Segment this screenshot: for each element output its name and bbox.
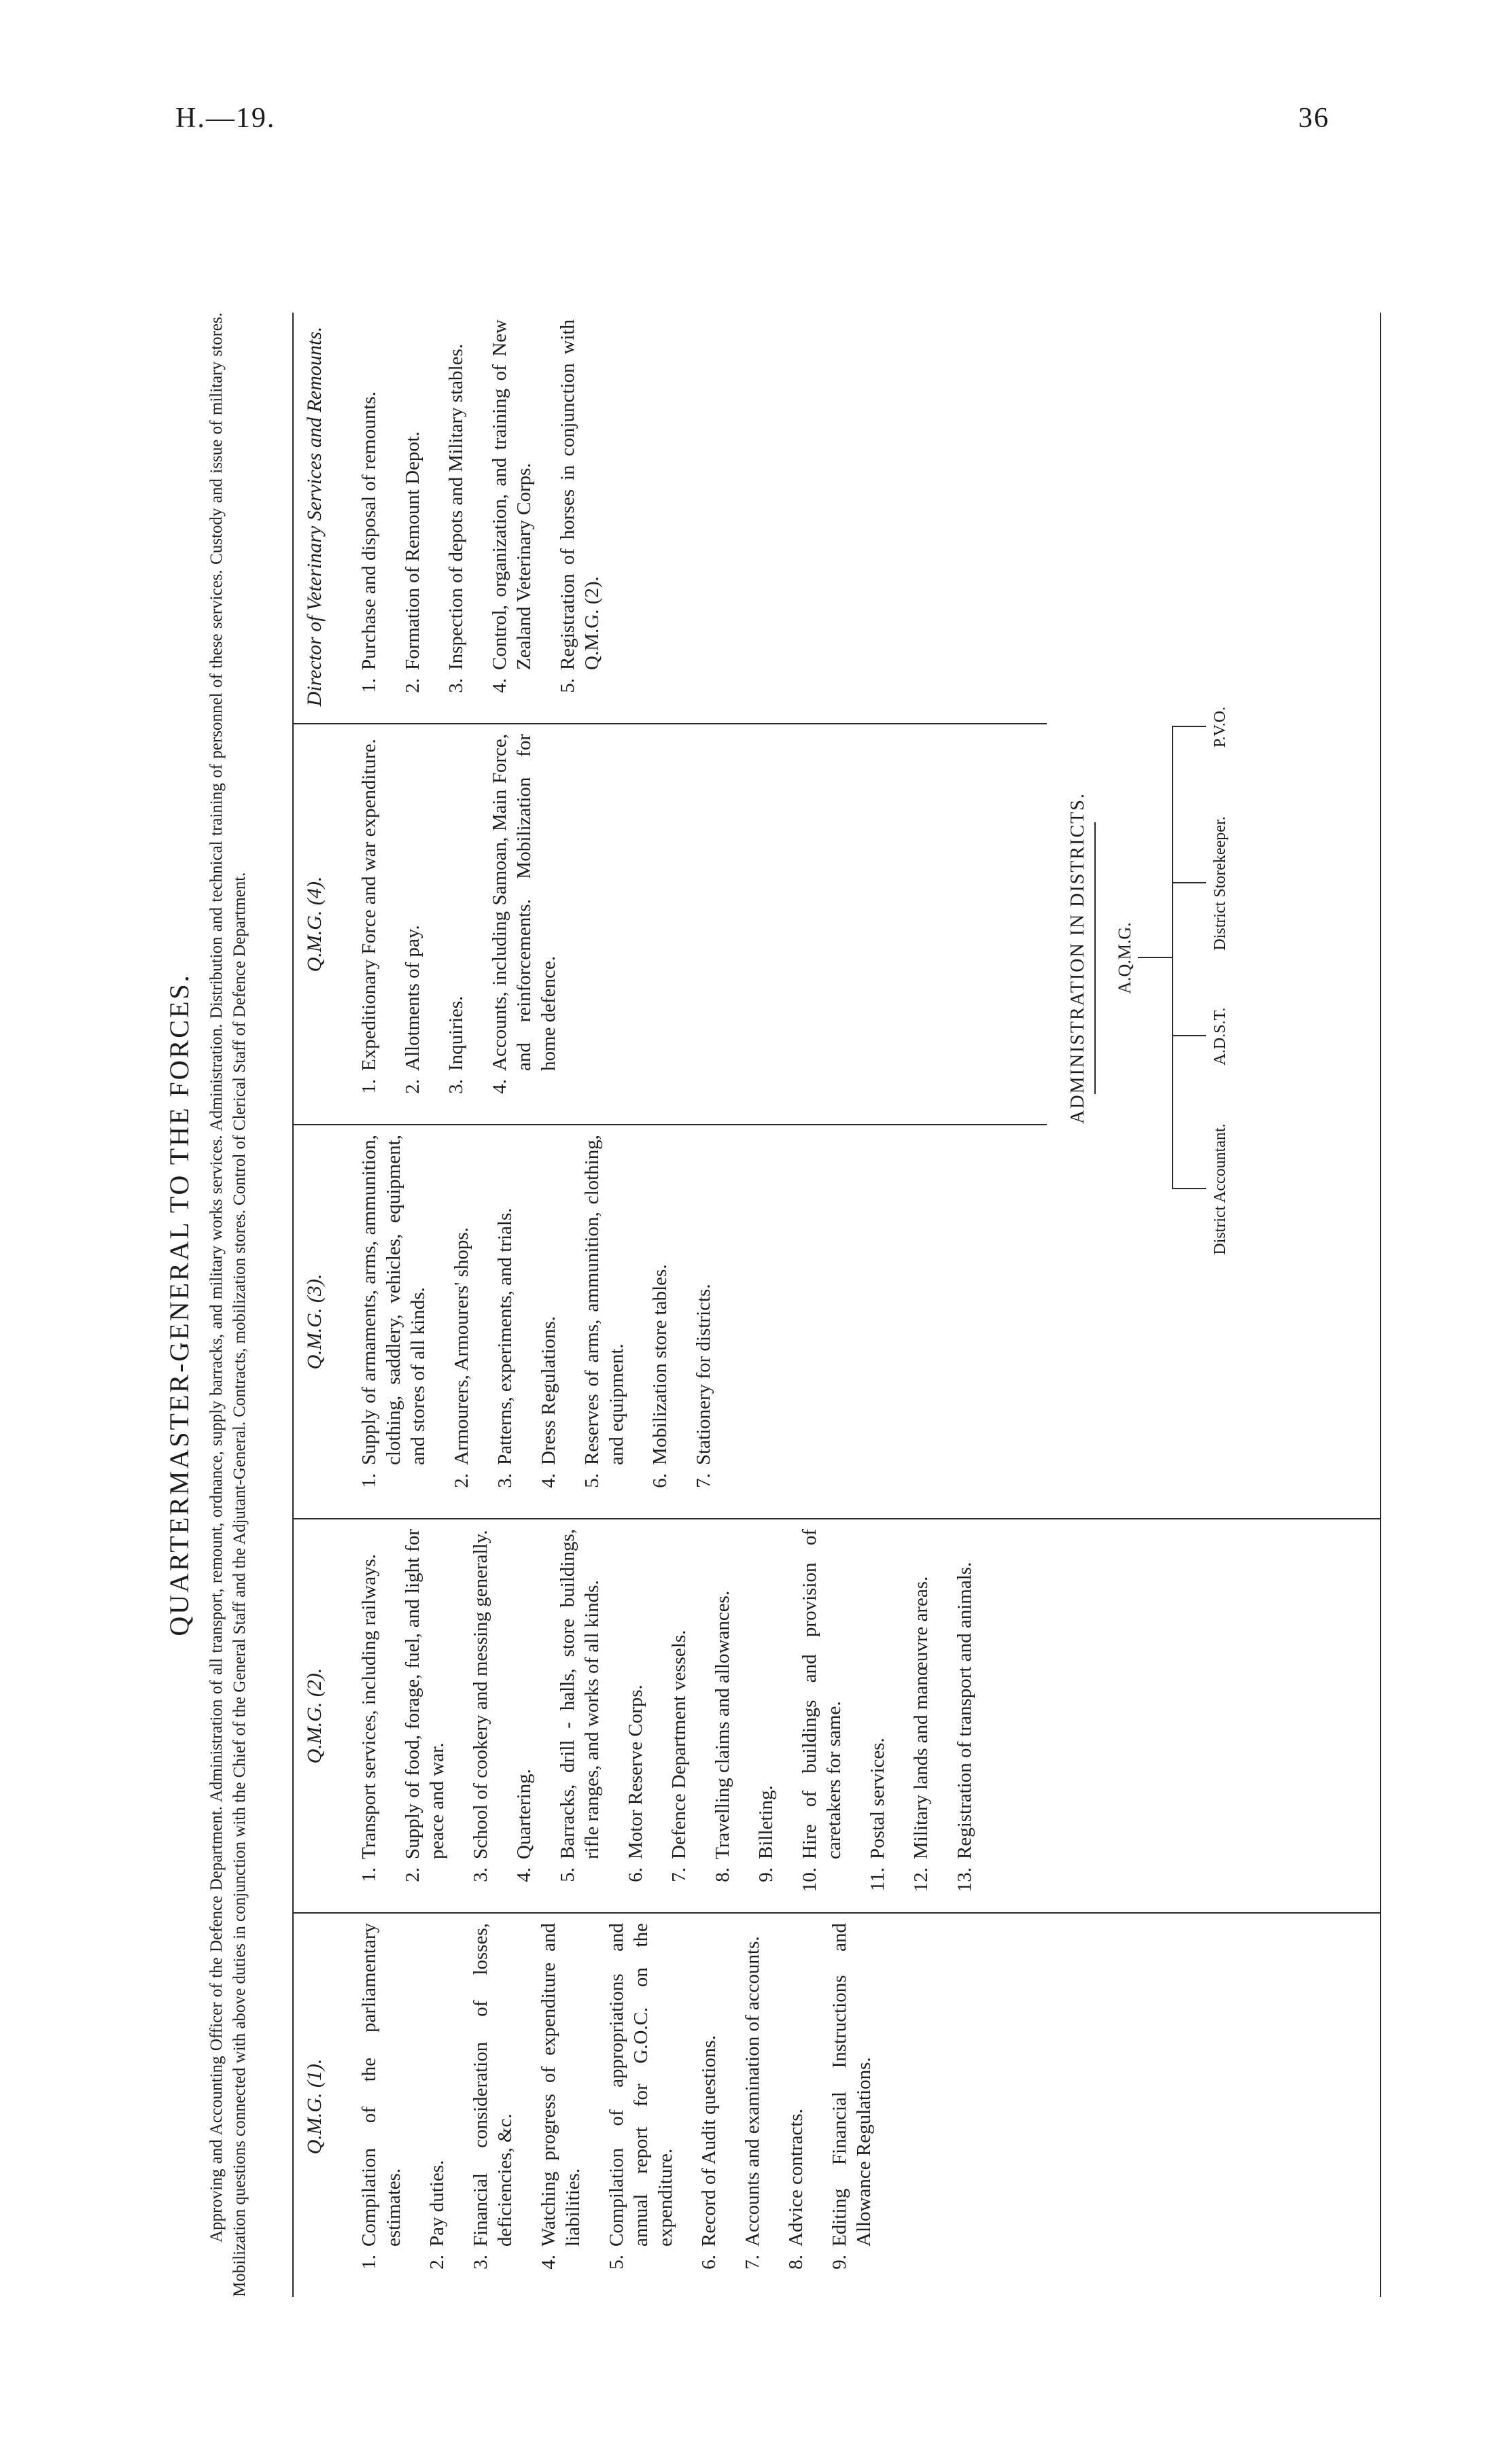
item-number: 5. (557, 1867, 578, 1882)
item-number: 6. (698, 2255, 720, 2270)
list-item (555, 319, 604, 714)
item-text: Watching progress of expenditure and liabilities. (538, 1923, 584, 2247)
item-number: 2. (451, 1473, 472, 1488)
item-number: 4. (538, 2255, 559, 2270)
item-number: 1. (358, 678, 380, 693)
item-text: Barracks, drill - halls, store buildings, rifle ranges, and works of all kinds. (557, 1529, 603, 1859)
list-item (604, 1923, 678, 2290)
item-number: 7. (742, 2255, 763, 2270)
item-number: 8. (785, 2255, 807, 2270)
list-item (754, 1529, 778, 1903)
list-item (865, 1529, 890, 1903)
list-item (357, 734, 381, 1114)
list-item (400, 1529, 449, 1903)
list-item (691, 1135, 716, 1509)
list-item (449, 1135, 474, 1509)
item-number: 4. (513, 1867, 535, 1882)
item-text: Registration of transport and animals. (954, 1562, 975, 1859)
item-number: 5. (557, 678, 578, 693)
item-text: Advice contracts. (785, 2109, 807, 2247)
item-number: 3. (470, 1867, 491, 1882)
table-bottom-rule (1380, 313, 1381, 2297)
sub-district-storekeeper: District Storekeeper. (1211, 816, 1229, 951)
tree-drop (1172, 882, 1206, 883)
item-text: Compilation of appropriations and annual report for G.O.C. on the expenditure. (606, 1923, 676, 2247)
list-item (400, 734, 425, 1114)
list-item (357, 1923, 406, 2290)
item-number: 4. (489, 678, 510, 693)
item-number: 5. (581, 1473, 603, 1488)
list-item (536, 1923, 585, 2290)
table-top-rule (292, 313, 294, 2297)
list-item (784, 1923, 808, 2290)
list-item (400, 319, 425, 714)
item-number: 1. (358, 1473, 380, 1488)
list-item (909, 1529, 933, 1903)
list-item (827, 1923, 876, 2290)
item-text: Inquiries. (445, 996, 467, 1071)
list-item (468, 1923, 517, 2290)
list-item (536, 1135, 561, 1509)
item-number: 5. (606, 2255, 627, 2270)
item-number: 9. (755, 1867, 777, 1882)
item-number: 3. (494, 1473, 516, 1488)
tree-drop (1172, 726, 1206, 727)
item-text: Dress Regulations. (538, 1316, 559, 1465)
item-text: Compilation of the parliamentary estimates. (358, 1923, 404, 2247)
admin-title: ADMINISTRATION IN DISTRICTS. (1067, 792, 1088, 1124)
item-number: 1. (358, 1079, 380, 1094)
list-item (710, 1529, 735, 1903)
item-text: Inspection of depots and Military stables. (445, 343, 467, 670)
list-item (487, 734, 561, 1114)
sub-pvo: P.V.O. (1211, 706, 1229, 748)
list-item (357, 1529, 381, 1903)
tree-stem (1138, 957, 1172, 958)
item-text: School of cookery and messing generally. (470, 1530, 491, 1859)
list-item (740, 1923, 765, 2290)
item-text: Purchase and disposal of remounts. (358, 391, 380, 670)
item-text: Pay duties. (426, 2160, 448, 2247)
item-text: Record of Audit questions. (698, 2035, 720, 2247)
qmg2-column (302, 1529, 996, 1903)
item-number: 7. (668, 1867, 690, 1882)
column-heading: Q.M.G. (1). (303, 2058, 326, 2155)
list-item (512, 1529, 536, 1903)
column-divider (292, 723, 1047, 724)
column-divider (292, 1912, 1380, 1914)
list-item (797, 1529, 846, 1903)
item-text: Travelling claims and allowances. (712, 1590, 733, 1859)
item-number: 3. (445, 1079, 467, 1094)
item-number: 2. (402, 1079, 423, 1094)
item-number: 4. (489, 1079, 510, 1094)
column-divider (292, 1124, 1047, 1125)
item-number: 6. (649, 1473, 671, 1488)
item-number: 12. (910, 1867, 932, 1893)
item-text: Editing Financial Instructions and Allowance Regulations. (829, 1923, 875, 2247)
veterinary-column (302, 319, 623, 714)
item-number: 13. (954, 1867, 975, 1893)
column-heading: Q.M.G. (3). (303, 1273, 326, 1370)
item-text: Expeditionary Force and war expenditure. (358, 739, 380, 1071)
admin-title-underline (1094, 822, 1096, 1094)
item-number: 9. (829, 2255, 850, 2270)
report-code: H.—19. (175, 103, 276, 134)
item-text: Supply of armaments, arms, ammunition, clothing, saddlery, vehicles, equipment, and stores of all kinds. (358, 1135, 429, 1465)
item-number: 8. (712, 1867, 733, 1882)
column-heading: Director of Veterinary Services and Remounts. (303, 326, 326, 707)
aqmg-label: A.Q.M.G. (1115, 922, 1134, 994)
item-text: Registration of horses in conjunction with Q.M.G. (2). (557, 319, 603, 670)
page-number: 36 (1298, 103, 1330, 134)
item-text: Transport services, including railways. (358, 1553, 380, 1859)
list-item (425, 1923, 449, 2290)
item-text: Armourers, Armourers' shops. (451, 1227, 472, 1465)
column-heading: Q.M.G. (4). (303, 876, 326, 972)
item-text: Accounts and examination of accounts. (742, 1936, 763, 2247)
item-number: 2. (426, 2255, 448, 2270)
item-text: Billeting. (755, 1785, 777, 1859)
item-text: Military lands and manœuvre areas. (910, 1576, 932, 1859)
list-item (357, 319, 381, 714)
tree-drop (1172, 1188, 1206, 1189)
sub-adst: A.D.S.T. (1211, 1007, 1229, 1066)
item-number: 10. (799, 1867, 820, 1893)
item-text: Hire of buildings and provision of caretakers for same. (799, 1529, 845, 1859)
item-number: 3. (445, 678, 467, 693)
item-text: Accounts, including Samoan, Main Force, and reinforcements. Mobilization for home defence. (489, 734, 559, 1071)
tree-drop (1172, 1035, 1206, 1036)
item-text: Quartering. (513, 1769, 535, 1859)
list-item (952, 1529, 977, 1903)
list-item (623, 1529, 648, 1903)
item-number: 7. (693, 1473, 714, 1488)
column-heading: Q.M.G. (2). (303, 1668, 326, 1764)
item-number: 11. (867, 1867, 888, 1892)
administration-in-districts (1067, 584, 1366, 1264)
item-number: 3. (470, 2255, 491, 2270)
qmg4-column (302, 734, 580, 1114)
list-item (667, 1529, 691, 1903)
list-item (487, 319, 536, 714)
column-divider (292, 1518, 1380, 1519)
item-text: Patterns, experiments, and trials. (494, 1208, 516, 1465)
item-text: Defence Department vessels. (668, 1630, 690, 1859)
item-number: 1. (358, 1867, 380, 1882)
item-text: Reserves of arms, ammunition, clothing, and equipment. (581, 1135, 627, 1465)
item-number: 2. (402, 678, 423, 693)
qmg1-column (302, 1923, 895, 2290)
item-number: 1. (358, 2255, 380, 2270)
item-number: 2. (402, 1867, 423, 1882)
list-item (555, 1529, 604, 1903)
page-title: QUARTERMASTER-GENERAL TO THE FORCES. (164, 973, 194, 1636)
item-text: Financial consideration of losses, deficiencies, &c. (470, 1923, 516, 2247)
list-item (444, 319, 468, 714)
item-number: 6. (625, 1867, 646, 1882)
rotated-page-content (163, 285, 1414, 2324)
item-text: Mobilization store tables. (649, 1264, 671, 1465)
sub-district-accountant: District Accountant. (1211, 1123, 1229, 1255)
list-item (697, 1923, 721, 2290)
item-text: Supply of food, forage, fuel, and light for peace and war. (402, 1529, 448, 1859)
item-text: Motor Reserve Corps. (625, 1685, 646, 1859)
item-text: Formation of Remount Depot. (402, 431, 423, 670)
list-item (357, 1135, 430, 1509)
list-item (444, 734, 468, 1114)
item-number: 4. (538, 1473, 559, 1488)
tree-branch (1172, 727, 1173, 1189)
item-text: Postal services. (867, 1738, 888, 1859)
item-text: Stationery for districts. (693, 1284, 714, 1465)
list-item (468, 1529, 493, 1903)
list-item (580, 1135, 629, 1509)
intro-paragraph: Approving and Accounting Officer of the Defence Department. Administration of all transport, remount, ordnance, supply barracks, and military works services. Administration. Distribution and technical training of personnel of these services. Custody and issue of military stores. Mobilization questions connected with above duties in conjunction with the Chief of the General Staff and the Adjutant-General. Contracts, mobilization stores. Control of Clerical Staff of Defence Department. (207, 313, 249, 2297)
list-item (493, 1135, 517, 1509)
list-item (648, 1135, 672, 1509)
item-text: Allotments of pay. (402, 925, 423, 1071)
qmg3-column (302, 1135, 735, 1509)
item-text: Control, organization, and training of New Zealand Veterinary Corps. (489, 319, 535, 670)
